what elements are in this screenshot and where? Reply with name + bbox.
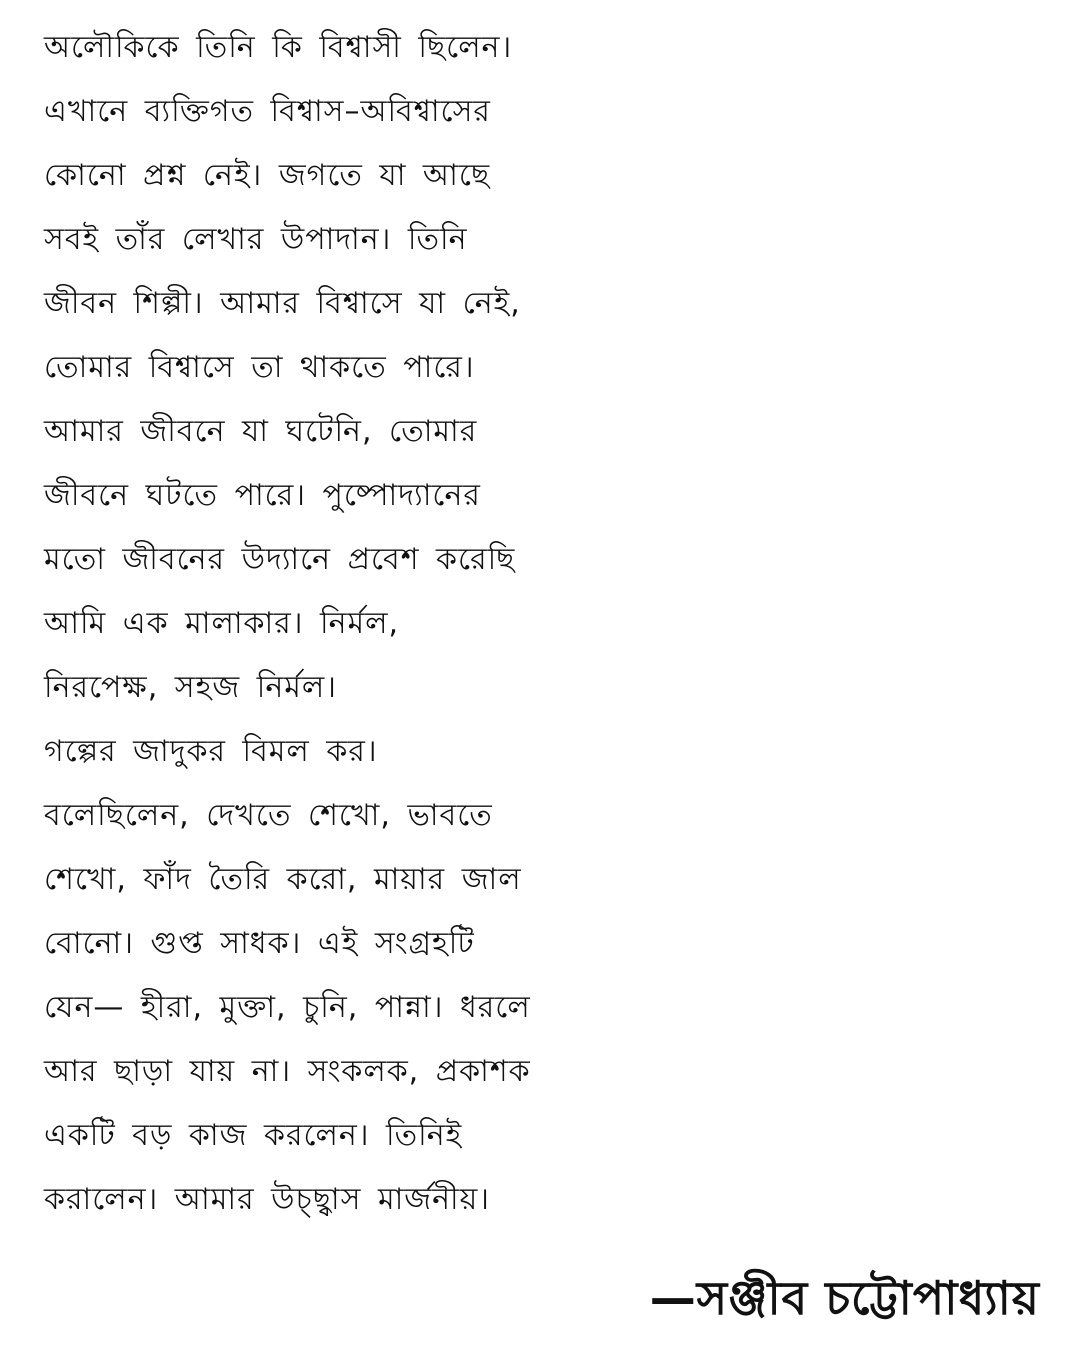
text-line: সবই তাঁর লেখার উপাদান। তিনি bbox=[44, 222, 468, 257]
text-line: অলৌকিকে তিনি কি বিশ্বাসী ছিলেন। bbox=[44, 30, 513, 65]
text-line: কোনো প্রশ্ন নেই। জগতে যা আছে bbox=[44, 158, 491, 193]
author-signature: —সঞ্জীব চট্টোপাধ্যায় bbox=[649, 1271, 1040, 1325]
quote-text-block bbox=[44, 16, 1054, 1232]
text-line: শেখো, ফাঁদ তৈরি করো, মায়ার জাল bbox=[44, 862, 522, 897]
text-line: জীবনে ঘটতে পারে। পুষ্পোদ্যানের bbox=[44, 478, 481, 513]
text-line: বোনো। গুপ্ত সাধক। এই সংগ্রহটি bbox=[44, 926, 475, 961]
text-line: বলেছিলেন, দেখতে শেখো, ভাবতে bbox=[44, 798, 493, 833]
text-line: একটি বড় কাজ করলেন। তিনিই bbox=[44, 1118, 463, 1153]
text-line: আমি এক মালাকার। নির্মল, bbox=[44, 606, 400, 641]
text-line: তোমার বিশ্বাসে তা থাকতে পারে। bbox=[44, 350, 475, 385]
text-line: গল্পের জাদুকর বিমল কর। bbox=[44, 734, 378, 769]
text-line: এখানে ব্যক্তিগত বিশ্বাস–অবিশ্বাসের bbox=[44, 94, 491, 129]
text-line: মতো জীবনের উদ্যানে প্রবেশ করেছি bbox=[44, 542, 516, 577]
text-line: করালেন। আমার উচ্ছ্বাস মার্জনীয়। bbox=[44, 1182, 491, 1217]
text-line: আর ছাড়া যায় না। সংকলক, প্রকাশক bbox=[44, 1054, 531, 1089]
text-line: নিরপেক্ষ, সহজ নির্মল। bbox=[44, 670, 337, 705]
text-line: আমার জীবনে যা ঘটেনি, তোমার bbox=[44, 414, 478, 449]
text-line: যেন— হীরা, মুক্তা, চুনি, পান্না। ধরলে bbox=[44, 990, 531, 1025]
text-line: জীবন শিল্পী। আমার বিশ্বাসে যা নেই, bbox=[44, 286, 521, 321]
